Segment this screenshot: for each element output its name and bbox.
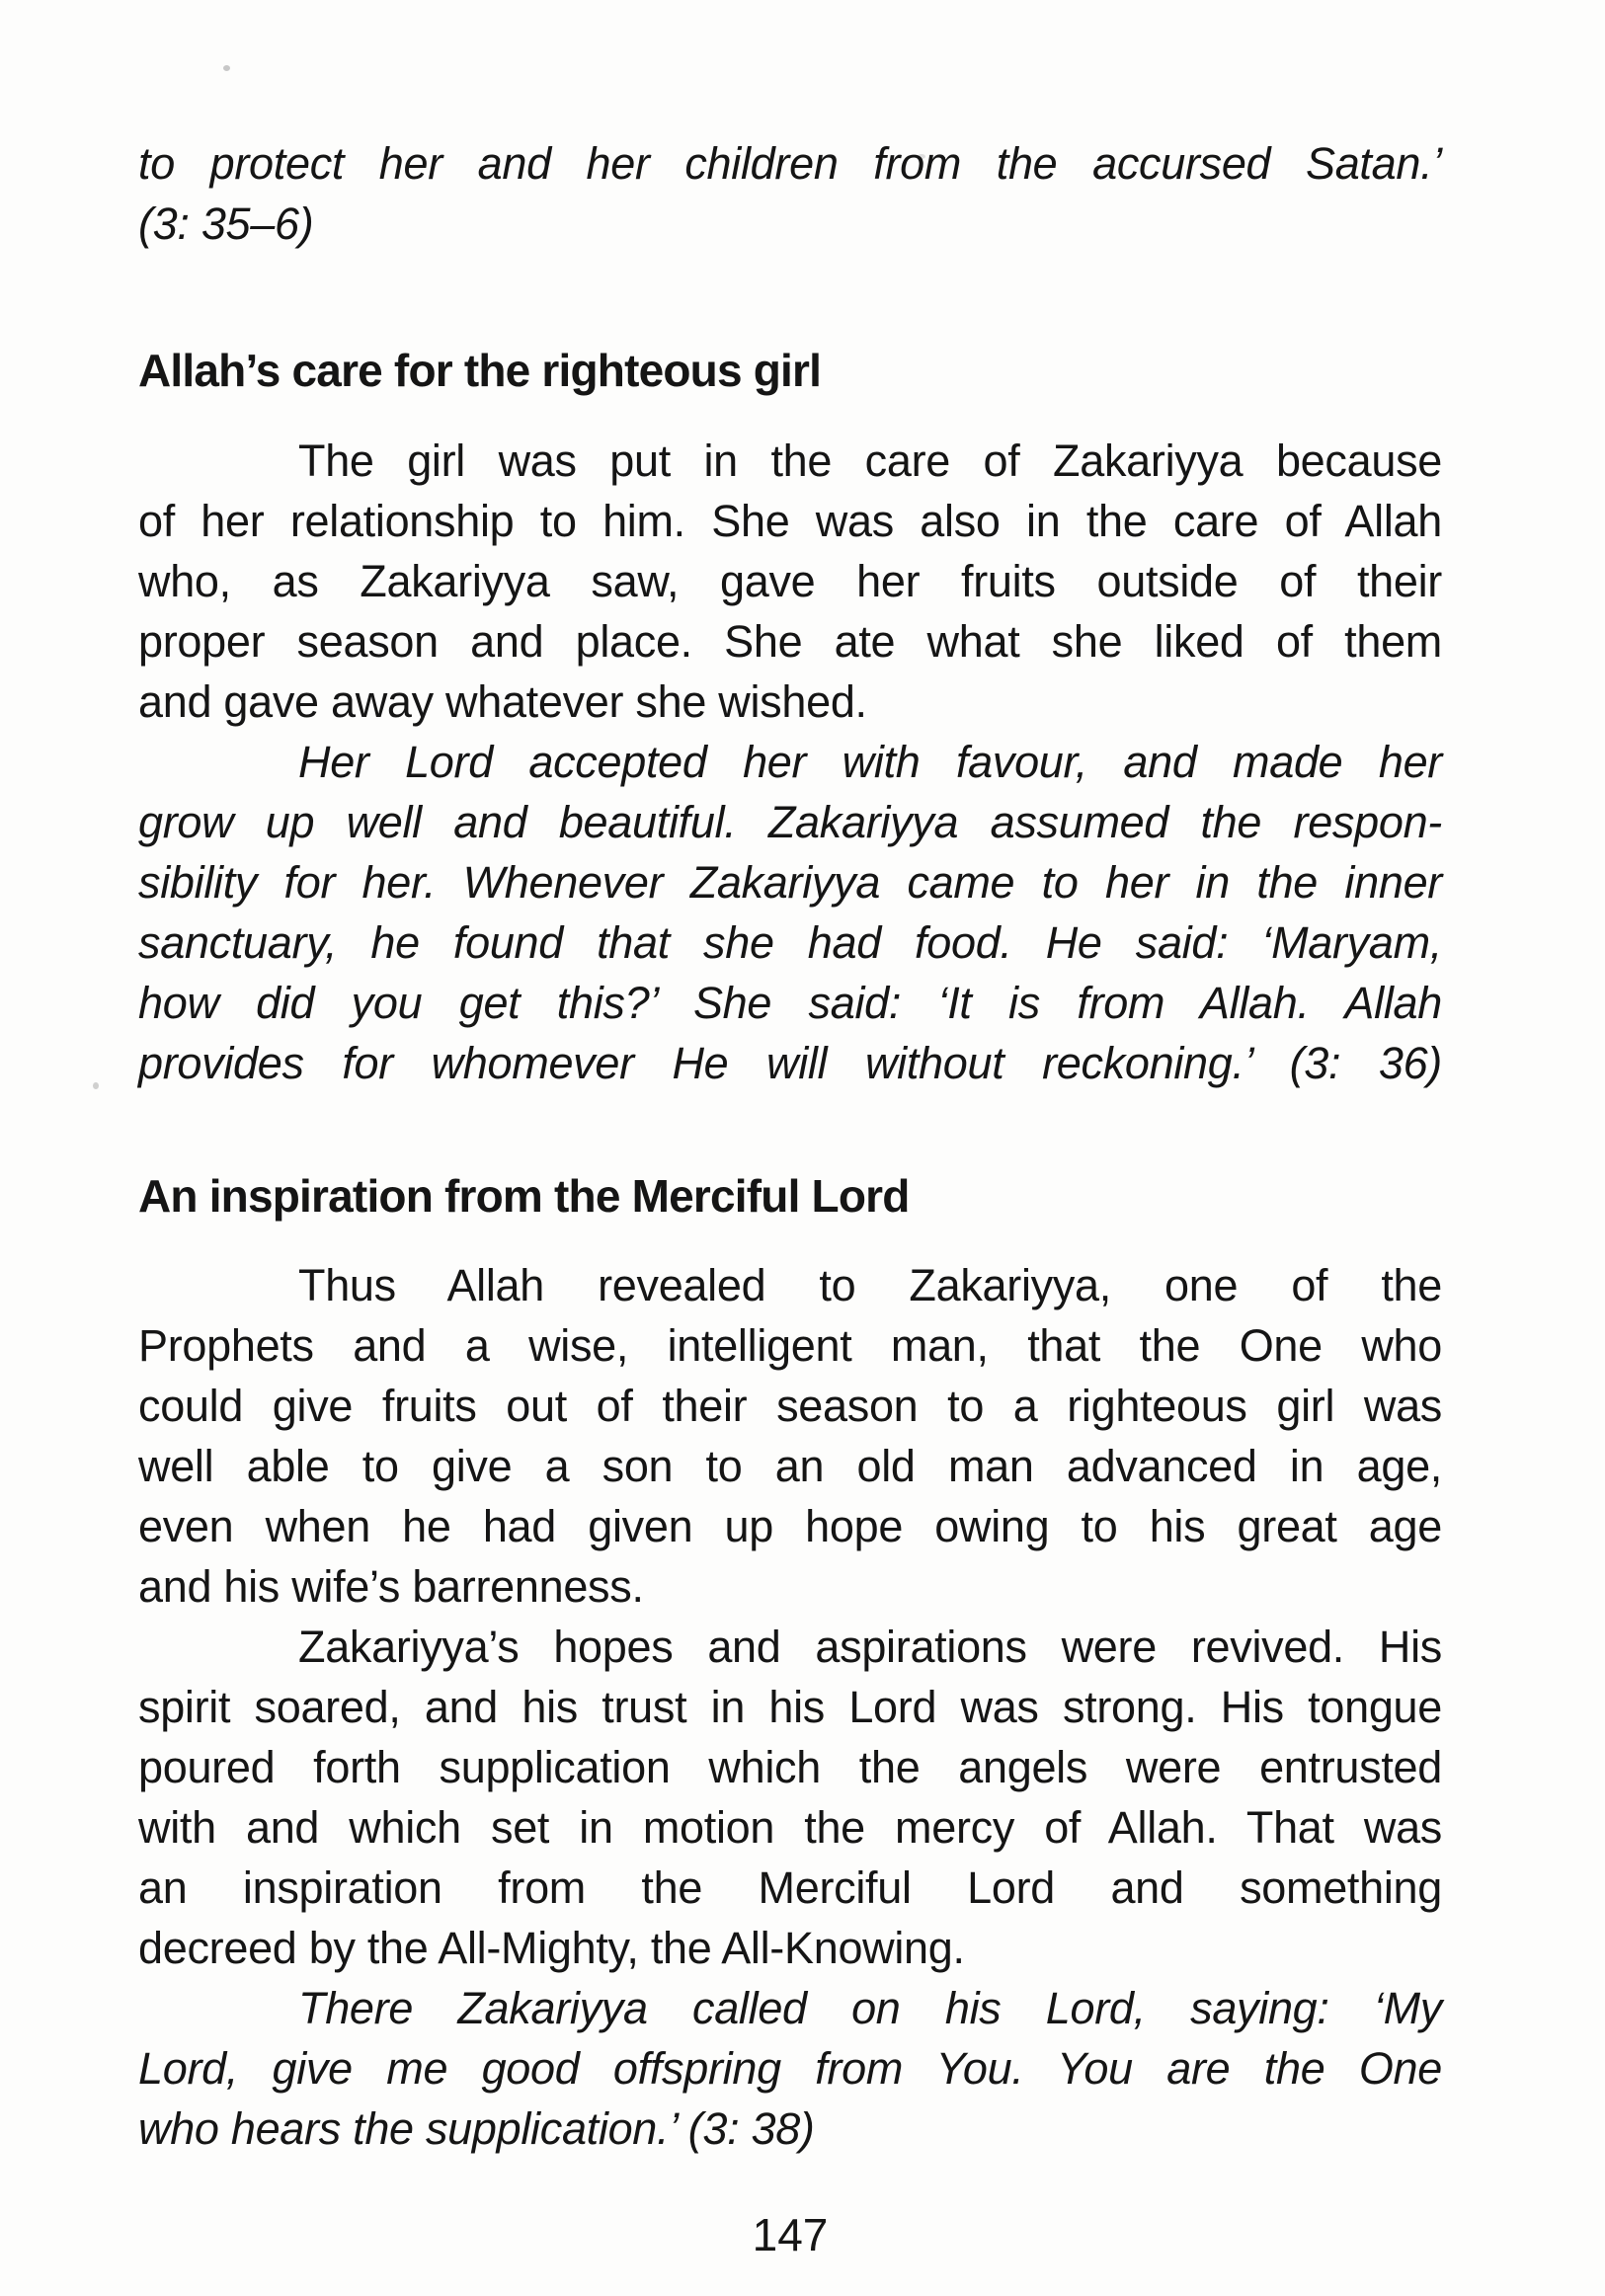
opening-quote [138,133,1442,254]
quote-line: provides for whomever He will without reckoning.’ (3: 36) [138,1038,1442,1088]
quote-line: There Zakariyya called on his Lord, saying: ‘My [298,1983,1442,2033]
section-heading-inspiration: An inspiration from the Merciful Lord [138,1170,910,1222]
quote-line: to protect her and her children from the accursed Satan.’ [138,138,1442,189]
paragraph-line: and his wife’s barrenness. [138,1561,644,1612]
paragraph-line: Thus Allah revealed to Zakariyya, one of the [298,1260,1442,1310]
paragraph-line: with and which set in motion the mercy of Allah. That was [138,1802,1442,1853]
scan-speck [93,1082,99,1089]
quote-line: who hears the supplication.’ (3: 38) [138,2103,815,2154]
text-block [138,133,1442,2265]
paragraph-line: decreed by the All-Mighty, the All-Knowing. [138,1923,965,1973]
quote-line: how did you get this?’ She said: ‘It is from Allah. Allah [138,978,1442,1028]
quote-line: sanctuary, he found that she had food. He said: ‘Maryam, [138,917,1442,968]
paragraph-line: and gave away whatever she wished. [138,676,867,727]
quote-line: Lord, give me good offspring from You. You are the One [138,2043,1442,2094]
paragraph-line: Prophets and a wise, intelligent man, that the One who [138,1320,1442,1371]
paragraph-line: who, as Zakariyya saw, gave her fruits outside of their [138,556,1442,606]
paragraph-thus [138,1255,1442,1617]
paragraph-line: proper season and place. She ate what she liked of them [138,616,1442,667]
paragraph-line: spirit soared, and his trust in his Lord was strong. His tongue [138,1682,1442,1732]
paragraph-care [138,431,1442,732]
section-heading-care: Allah’s care for the righteous girl [138,345,822,396]
page-number: 147 [752,2209,829,2260]
paragraph-line: even when he had given up hope owing to his great age [138,1501,1442,1551]
paragraph-line: could give fruits out of their season to a righteous girl was [138,1381,1442,1431]
paragraph-line: Zakariyya’s hopes and aspirations were revived. His [298,1622,1442,1672]
verse-reference: (3: 35–6) [138,198,314,249]
paragraph-supplication-quote [138,1978,1442,2159]
paragraph-quran-quote [138,732,1442,1093]
scan-speck [223,65,230,71]
paragraph-line: poured forth supplication which the angels were entrusted [138,1742,1442,1792]
quote-line: Her Lord accepted her with favour, and made her [298,737,1442,787]
quote-line: grow up well and beautiful. Zakariyya assumed the respon- [138,797,1442,847]
paragraph-line: an inspiration from the Merciful Lord and something [138,1862,1442,1913]
paragraph-line: well able to give a son to an old man advanced in age, [138,1441,1442,1491]
paragraph-line: The girl was put in the care of Zakariyya because [298,435,1442,486]
paragraph-hopes [138,1617,1442,1978]
paragraph-line: of her relationship to him. She was also in the care of Allah [138,496,1442,546]
quote-line: sibility for her. Whenever Zakariyya came to her in the inner [138,857,1442,908]
